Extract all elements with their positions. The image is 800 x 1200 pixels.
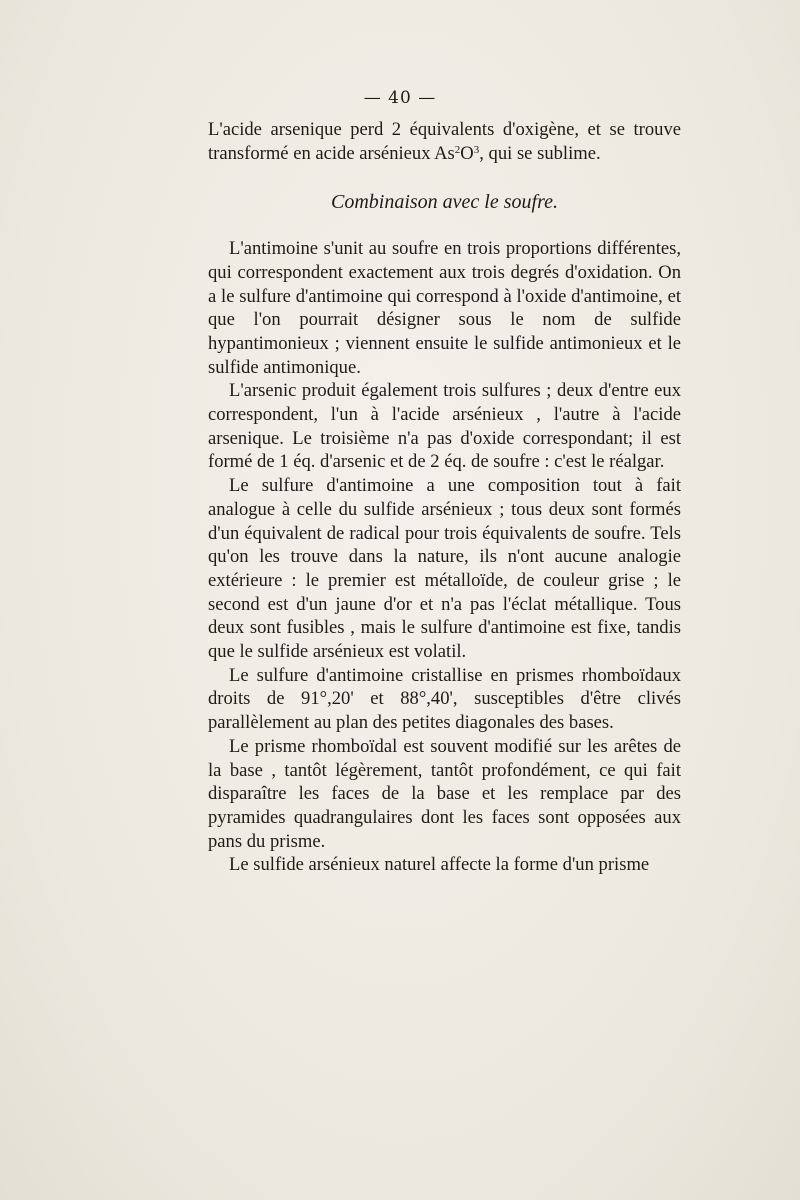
paragraph-natural-sulfide: Le sulfide arsénieux naturel affecte la forme d'un prisme	[229, 854, 650, 876]
paragraph-crystals: Le sulfure d'antimoine cristallise en prismes rhomboïdaux droits de 91°,20' et 88°,40', susceptibles d'être clivés parallèlement au plan des petites diagonales des bases.	[208, 664, 681, 734]
paragraph-arsenic-sulfides: L'arsenic produit également trois sulfures ; deux d'entre eux correspondent, l'un à l'acide arsénieux , l'autre à l'acide arsenique. Le troisième n'a pas d'oxide correspondant; il est formé de 1 éq. d'arsenic et de 2 éq. de soufre : c'est le réalgar.	[208, 380, 681, 473]
formula-oxygen: O	[460, 142, 474, 164]
opening-text: L'acide arsenique perd 2 équivalents d'oxigène, et se trouve transformé en acide arsénieux As	[208, 119, 681, 164]
opening-paragraph	[208, 118, 681, 165]
section-heading: Combinaison avec le soufre.	[330, 191, 558, 214]
page-number: — 40 —	[363, 88, 437, 108]
page-body	[208, 118, 681, 877]
opening-text-end: , qui se sublime.	[479, 142, 601, 164]
paragraph-antimony-sulfur: L'antimoine s'unit au soufre en trois proportions différentes, qui correspondent exactement aux trois degrés d'oxidation. On a le sulfure d'antimoine qui correspond à l'oxide d'antimoine, et que l'on pourrait désigner sous le nom de sulfide hypantimonieux ; viennent ensuite le sulfide antimonieux et le sulfide antimonique.	[208, 238, 681, 378]
paragraph-composition: Le sulfure d'antimoine a une composition tout à fait analogue à celle du sulfide arsénieux ; tous deux sont formés d'un équivalent de radical pour trois équivalents de soufre. Tels qu'on les trouve dans la nature, ils n'ont aucune analogie extérieure : le premier est métalloïde, de couleur grise ; le second est d'un jaune d'or et n'a pas l'éclat métallique. Tous deux sont fusibles , mais le sulfure d'antimoine est fixe, tandis que le sulfide arsénieux est volatil.	[208, 475, 681, 663]
formula-superscript-3: 3	[473, 143, 480, 156]
paragraph-prism: Le prisme rhomboïdal est souvent modifié sur les arêtes de la base , tantôt légèrement, tantôt profondément, ce qui fait disparaître les faces de la base et les remplace par des pyramides quadrangulaires dont les faces sont opposées aux pans du prisme.	[208, 735, 681, 852]
formula-subscript-2: 2	[454, 143, 461, 156]
